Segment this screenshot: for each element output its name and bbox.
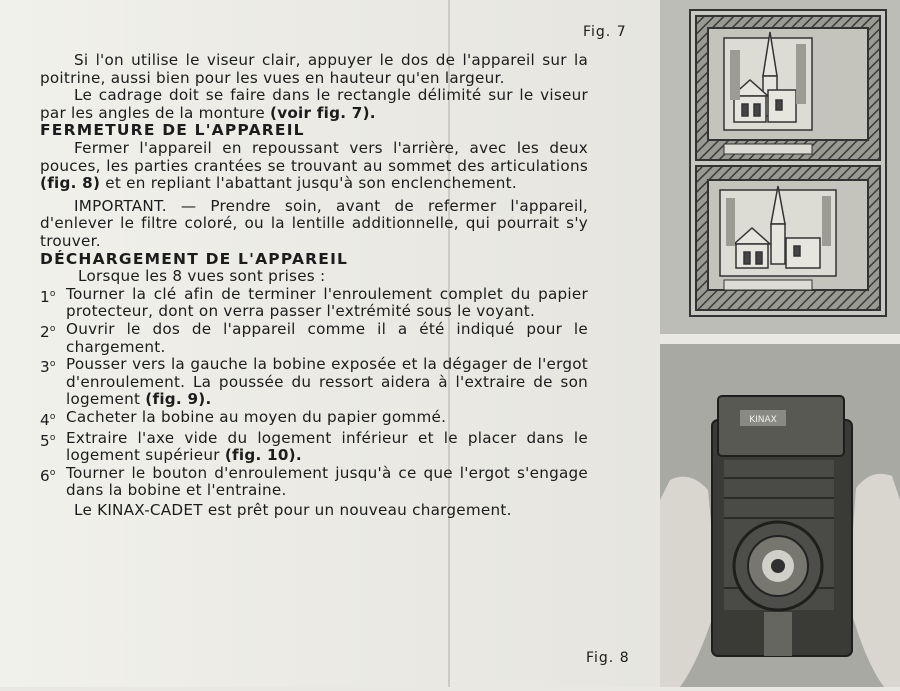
paragraph-important: IMPORTANT. — Prendre soin, avant de refermer l'appareil, d'enlever le filtre coloré, ou la lentille additionnelle, qui pourrait s'y trouver.	[40, 196, 588, 250]
closing-sentence: Le KINAX-CADET est prêt pour un nouveau chargement.	[74, 500, 512, 519]
fig7-diagram	[690, 10, 886, 316]
paragraph-framing	[40, 87, 588, 122]
step-body: Ouvrir le dos de l'appareil comme il a été indiqué pour le chargement.	[66, 319, 588, 356]
step-number-value: 1	[40, 287, 50, 306]
illustrations	[660, 0, 900, 687]
step-number	[40, 409, 66, 430]
heading-unloading: DÉCHARGEMENT DE L'APPAREIL	[40, 249, 349, 268]
closing-fig-ref: (fig. 8)	[40, 174, 101, 193]
step-body: Cacheter la bobine au moyen du papier gommé.	[66, 407, 447, 426]
step-fig-ref: (fig. 10).	[224, 446, 302, 465]
step-number	[40, 356, 66, 409]
step-text	[66, 430, 588, 465]
step-number-value: 3	[40, 358, 50, 377]
camera-brand: KINAX	[749, 415, 777, 425]
step-text	[66, 286, 588, 321]
ordinal-mark: o	[49, 467, 56, 478]
step-text	[66, 356, 588, 409]
framing-text: Le cadrage doit se faire dans le rectangle délimité sur le viseur par les angles de la monture	[40, 86, 588, 122]
paragraph-closing	[40, 140, 588, 193]
instruction-text	[40, 52, 588, 520]
fig8-label: Fig. 8	[586, 650, 630, 666]
unloading-intro: Lorsque les 8 vues sont prises :	[78, 267, 326, 286]
framing-fig-ref: (voir fig. 7).	[270, 103, 376, 122]
fig8-photo	[660, 344, 900, 687]
paragraph-viewfinder: Si l'on utilise le viseur clair, appuyer le dos de l'appareil sur la poitrine, aussi bien pour les vues en hauteur qu'en largeur.	[40, 51, 588, 87]
step-body: Tourner le bouton d'enroulement jusqu'à ce que l'ergot s'engage dans la bobine et l'entraine.	[66, 463, 588, 500]
ordinal-mark: o	[49, 432, 56, 443]
step-number-value: 2	[40, 322, 50, 341]
step-text	[66, 465, 588, 500]
step-number-value: 4	[40, 410, 50, 429]
heading-closing: FERMETURE DE L'APPAREIL	[40, 121, 305, 140]
unloading-step	[40, 409, 588, 430]
step-number	[40, 321, 66, 356]
ordinal-mark: o	[49, 359, 56, 370]
step-body: Extraire l'axe vide du logement inférieur et le placer dans le logement supérieur	[66, 428, 588, 465]
step-number	[40, 286, 66, 321]
ordinal-mark: o	[49, 323, 56, 334]
unloading-step	[40, 286, 588, 321]
step-number	[40, 465, 66, 500]
closing-text-b: et en repliant l'abattant jusqu'à son enclenchement.	[100, 174, 517, 193]
step-text	[66, 409, 588, 430]
step-body: Tourner la clé afin de terminer l'enroulement complet du papier protecteur, dont on verra passer l'extrémité sous le voyant.	[66, 284, 588, 321]
step-text	[66, 321, 588, 356]
ordinal-mark: o	[49, 288, 56, 299]
unloading-step	[40, 356, 588, 409]
closing-text-a: Fermer l'appareil en repoussant vers l'arrière, avec les deux pouces, les parties crantées se trouvant au sommet des articulations	[40, 138, 588, 175]
step-fig-ref: (fig. 9).	[145, 390, 212, 409]
unloading-step	[40, 430, 588, 465]
illustration-panel	[660, 0, 900, 687]
step-body: Pousser vers la gauche la bobine exposée et la dégager de l'ergot d'enroulement. La poussée du ressort aidera à l'extraire de son logement	[66, 355, 588, 409]
unloading-step	[40, 321, 588, 356]
ordinal-mark: o	[49, 411, 56, 422]
unloading-step	[40, 465, 588, 500]
step-number-value: 6	[40, 466, 50, 485]
step-number-value: 5	[40, 431, 50, 450]
unloading-steps	[40, 286, 588, 500]
fig7-label: Fig. 7	[583, 24, 627, 40]
step-number	[40, 430, 66, 465]
